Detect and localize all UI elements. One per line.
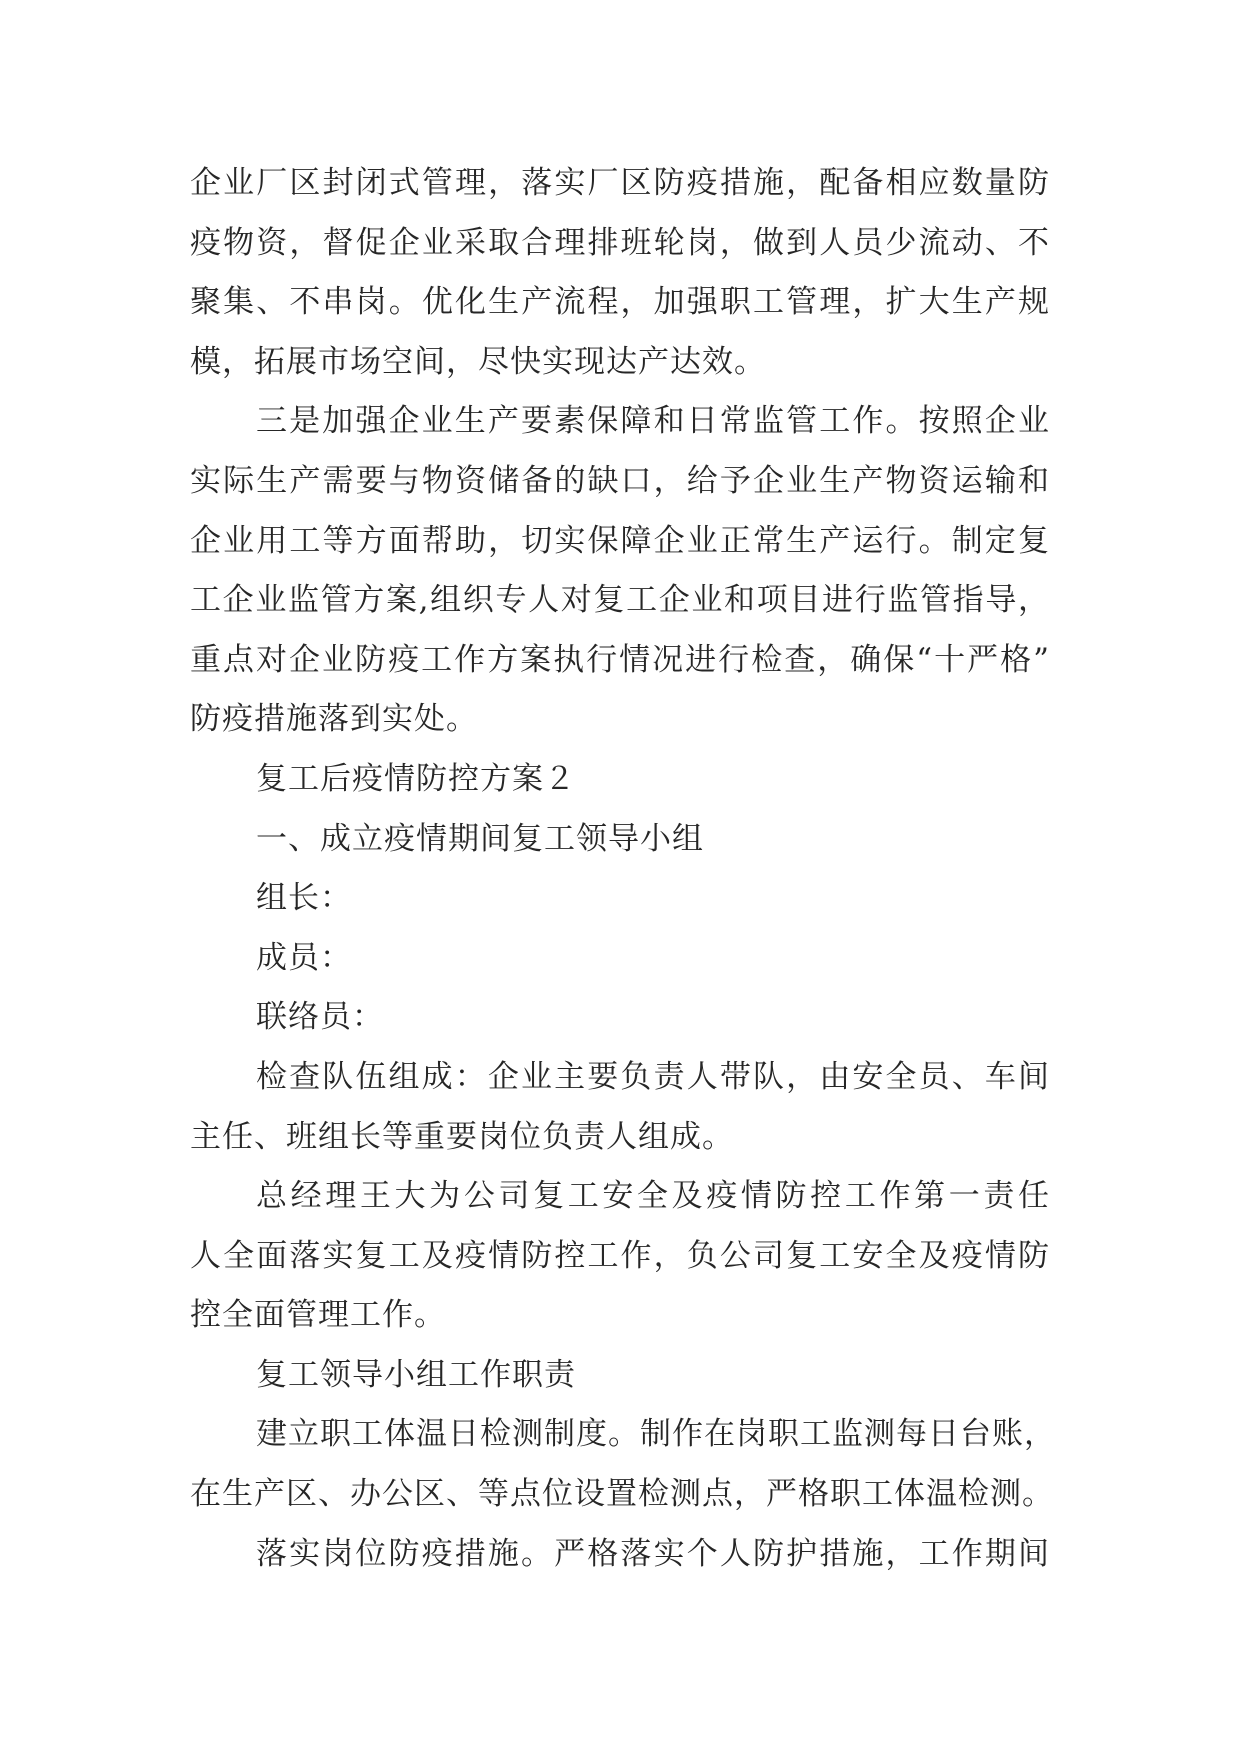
text-line: 企业用工等方面帮助，切实保障企业正常生产运行。制定复 [190, 522, 1050, 559]
text-line: 聚集、不串岗。优化生产流程，加强职工管理，扩大生产规 [190, 284, 1050, 321]
text-line: 控全面管理工作。 [190, 1297, 446, 1334]
text-line: 疫物资，督促企业采取合理排班轮岗，做到人员少流动、不 [190, 224, 1050, 261]
text-line: 联络员： [256, 999, 384, 1036]
text-line: 企业厂区封闭式管理，落实厂区防疫措施，配备相应数量防 [190, 165, 1050, 201]
text-line: 工企业监管方案,组织专人对复工企业和项目进行监管指导， [190, 582, 1050, 619]
text-line: 复工后疫情防控方案２ [256, 760, 576, 797]
text-line: 总经理王大为公司复工安全及疫情防控工作第一责任 [256, 1178, 1050, 1215]
text-line: 落实岗位防疫措施。严格落实个人防护措施，工作期间 [256, 1535, 1050, 1572]
text-line: 三是加强企业生产要素保障和日常监管工作。按照企业 [256, 403, 1050, 440]
text-line: 成员： [256, 939, 352, 976]
text-line: 建立职工体温日检测制度。制作在岗职工监测每日台账， [256, 1416, 1056, 1453]
text-line: 模，拓展市场空间，尽快实现达产达效。 [190, 343, 766, 380]
document-body [190, 154, 1056, 1584]
text-line: 复工领导小组工作职责 [256, 1356, 576, 1393]
text-line: 主任、班组长等重要岗位负责人组成。 [190, 1118, 734, 1155]
text-line: 人全面落实复工及疫情防控工作，负公司复工安全及疫情防 [190, 1237, 1050, 1274]
text-line: 检查队伍组成：企业主要负责人带队，由安全员、车间 [256, 1058, 1050, 1095]
text-line: 实际生产需要与物资储备的缺口，给予企业生产物资运输和 [190, 462, 1050, 499]
text-line: 在生产区、办公区、等点位设置检测点，严格职工体温检测。 [190, 1476, 1054, 1513]
text-line: 组长： [256, 880, 352, 917]
text-line: 重点对企业防疫工作方案执行情况进行检查，确保“十严格” [190, 641, 1050, 678]
text-line: 一、成立疫情期间复工领导小组 [256, 820, 704, 857]
text-line: 防疫措施落到实处。 [190, 701, 478, 738]
